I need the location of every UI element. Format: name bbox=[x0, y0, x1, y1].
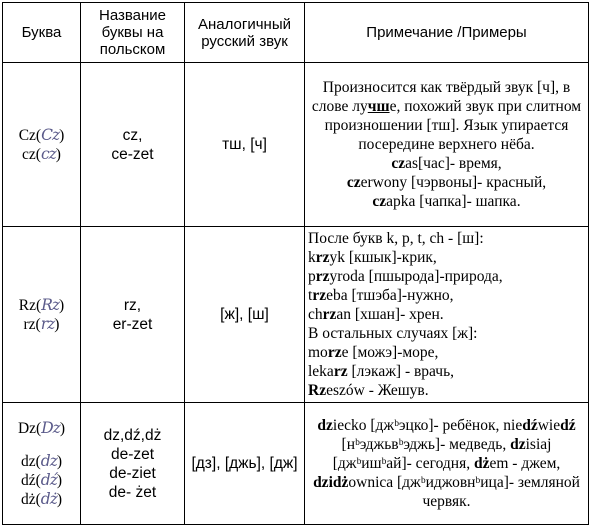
letter-upper: Cz(Cz) bbox=[18, 125, 65, 144]
letter-lower: cz(cz) bbox=[22, 144, 61, 163]
header-russian-sound: Аналогичный русский звук bbox=[185, 3, 305, 63]
letter-upper: Dz(Dz) bbox=[17, 418, 65, 437]
letter-lower: dz(dz) bbox=[20, 451, 63, 470]
russian-sound-cell: [дз], [джь], [дж] bbox=[185, 403, 305, 525]
table-row bbox=[3, 227, 589, 403]
handwritten-sample: Cz bbox=[41, 125, 60, 144]
example-line: morze [можэ]-море, bbox=[308, 344, 439, 361]
russian-sound-cell: [ж], [ш] bbox=[185, 227, 305, 403]
rule-text: После букв k, p, t, ch - [ш]: bbox=[308, 230, 484, 247]
polish-name-cell: rz, er-zet bbox=[81, 227, 185, 403]
notes-cell: dziecko [джᵇэцко]- ребёнок, niedźwiedź [нᵇэджьвᵇэджь]- медведь, dzisiaj [джᵇишᵇай]- сегодня, dżem - джем, dzidżownica [джᵇиджовнᵇица]- земляной червяк. bbox=[305, 403, 589, 525]
letter-lower: dź(dź) bbox=[20, 470, 63, 489]
rule-text: В остальных случаях [ж]: bbox=[308, 325, 478, 342]
russian-sound-cell: тш, [ч] bbox=[185, 63, 305, 227]
handwritten-sample: cz bbox=[40, 144, 56, 163]
alphabet-table bbox=[2, 2, 589, 525]
example-line: czas[час]- время, bbox=[391, 155, 502, 172]
example-line: przyroda [пшырода]-природа, bbox=[308, 268, 503, 285]
polish-name-cell: dz,dź,dż de-zet de-ziet de- żet bbox=[81, 403, 185, 525]
table-row bbox=[3, 63, 589, 227]
handwritten-sample: rz bbox=[40, 314, 55, 333]
notes-cell: Произносится как твёрдый звук [ч], в слове лучше, похожий звук при слитном произношении [тш]. Язык упирается посередине верхнего нёба. czas[час]- время, czerwony [чэрвоны]- красный, czapka [чапка]- шапка. bbox=[305, 63, 589, 227]
example-line: chrzan [хшан]- хрен. bbox=[308, 306, 444, 323]
notes-cell bbox=[305, 227, 589, 403]
handwritten-sample: dź bbox=[40, 470, 57, 489]
letter-upper: Rz(Rz) bbox=[18, 295, 65, 314]
handwritten-sample: dż bbox=[40, 489, 57, 508]
table-row bbox=[3, 403, 589, 525]
handwritten-sample: Rz bbox=[41, 295, 60, 314]
letter-cell bbox=[3, 227, 81, 403]
polish-name-cell: cz, ce-zet bbox=[81, 63, 185, 227]
handwritten-sample: Dz bbox=[41, 418, 60, 437]
handwritten-sample: dz bbox=[40, 451, 57, 470]
example-line: czerwony [чэрвоны]- красный, bbox=[346, 174, 547, 191]
example-line: krzyk [кшык]-крик, bbox=[308, 249, 437, 266]
header-row bbox=[3, 3, 589, 63]
header-notes-examples: Примечание /Примеры bbox=[305, 3, 589, 63]
example-line: czapka [чапка]- шапка. bbox=[372, 193, 521, 210]
letter-cell bbox=[3, 63, 81, 227]
letter-cell bbox=[3, 403, 81, 525]
example-line: lekarz [лэкаж] - врачь, bbox=[308, 363, 455, 380]
letter-lower: dż(dż) bbox=[20, 489, 63, 508]
header-polish-name: Название буквы на польском bbox=[81, 3, 185, 63]
example-line: trzeba [тшэба]-нужно, bbox=[308, 287, 454, 304]
letter-lower: rz(rz) bbox=[23, 314, 60, 333]
header-letter: Буква bbox=[3, 3, 81, 63]
example-line: Rzeszów - Жешув. bbox=[308, 382, 429, 399]
